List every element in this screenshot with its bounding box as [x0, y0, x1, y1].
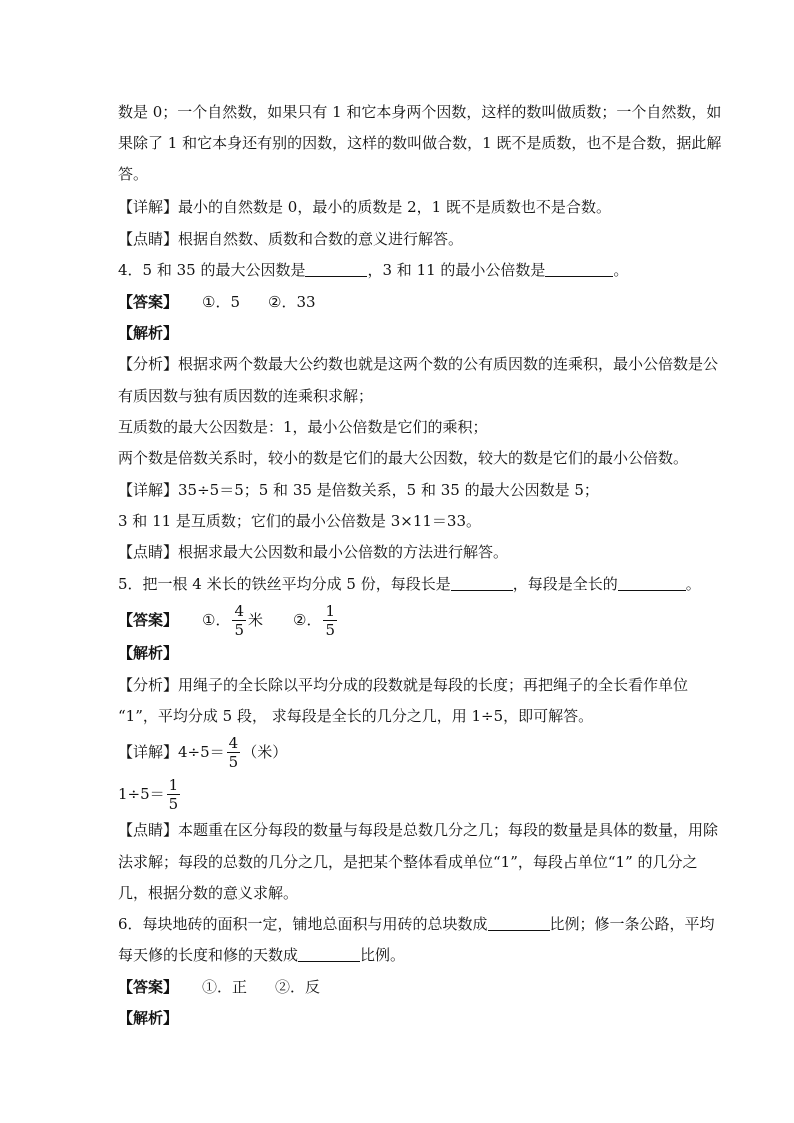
- analysis-line: 【分析】用绳子的全长除以平均分成的段数就是每段的长度；再把绳子的全长看作单位: [118, 676, 689, 694]
- answer-item: ①．5: [202, 293, 240, 311]
- question-6-cont: [118, 943, 694, 967]
- comment-line: 【点睛】根据求最大公因数和最小公倍数的方法进行解答。: [118, 543, 509, 561]
- detail-line: [118, 772, 694, 816]
- answer-item: ②．33: [268, 293, 316, 311]
- analysis-line: 有质因数与独有质因数的连乘积求解；: [118, 387, 374, 405]
- detail-unit: （米）: [242, 743, 288, 761]
- analysis-line: “1”，平均分成 5 段， 求每段是全长的几分之几，用 1÷5，即可解答。: [118, 707, 594, 725]
- fraction: [167, 776, 181, 813]
- analysis-line: 【分析】根据求两个数最大公约数也就是这两个数的公有质因数的连乘积，最小公倍数是公: [118, 355, 719, 373]
- detail-line: 3 和 11 是互质数；它们的最小公倍数是 3×11＝33。: [118, 512, 481, 530]
- question-5-answer: [118, 598, 694, 642]
- detail-text: 1÷5＝: [118, 785, 165, 803]
- fraction-denominator: 5: [168, 794, 179, 813]
- detail-line: 【详解】35÷5＝5；5 和 35 是倍数关系，5 和 35 的最大公因数是 5；: [118, 481, 599, 499]
- detail-text: 【详解】4÷5＝: [118, 743, 225, 761]
- fraction-denominator: 5: [234, 620, 244, 639]
- question-6: [118, 912, 715, 936]
- question-4-answer: [118, 290, 694, 314]
- question-6-text-b: 比例；修一条公路，平均: [549, 915, 715, 933]
- answer-blank: [451, 574, 513, 591]
- answer-blank: [305, 260, 367, 277]
- answer-label: 【答案】: [118, 293, 179, 311]
- answer-blank: [618, 574, 686, 591]
- question-5-text-b: ，每段是全长的: [512, 575, 618, 593]
- fraction-numerator: 1: [168, 775, 179, 794]
- answer-item: ②．反: [275, 978, 321, 996]
- text-line: 答。: [118, 165, 149, 183]
- analysis-label: 【解析】: [118, 1009, 179, 1027]
- answer-label: 【答案】: [118, 978, 179, 996]
- question-5: [118, 572, 701, 596]
- fraction-numerator: 4: [234, 601, 244, 620]
- analysis-label: 【解析】: [118, 324, 179, 342]
- answer-unit: 米: [248, 611, 264, 629]
- answer-label: 【答案】: [118, 611, 179, 629]
- comment-line: 【点睛】本题重在区分每段的数量与每段是总数几分之几；每段的数量是具体的数量，用除: [118, 821, 719, 839]
- question-6-answer: [118, 975, 694, 999]
- question-4-text-b: ，3 和 11 的最小公倍数是: [367, 261, 546, 279]
- question-6-text-a: 6．每块地砖的面积一定，铺地总面积与用砖的总块数成: [118, 915, 488, 933]
- fraction-denominator: 5: [325, 620, 336, 639]
- question-4: [118, 258, 694, 282]
- answer-item: ①．: [202, 611, 231, 629]
- comment-line: 几，根据分数的意义求解。: [118, 884, 299, 902]
- question-4-text-c: 。: [613, 261, 629, 279]
- analysis-line: 互质数的最大公因数是：1，最小公倍数是它们的乘积；: [118, 418, 488, 436]
- fraction: [323, 602, 337, 639]
- analysis-line: 两个数是倍数关系时，较小的数是它们的最大公因数，较大的数是它们的最小公倍数。: [118, 449, 689, 467]
- analysis-label: 【解析】: [118, 644, 179, 662]
- question-6-text-d: 比例。: [360, 946, 406, 964]
- answer-item: ①．正: [202, 978, 248, 996]
- question-4-text-a: 4．5 和 35 的最大公因数是: [118, 261, 306, 279]
- question-6-text-c: 每天修的长度和修的天数成: [118, 946, 299, 964]
- question-5-text-c: 。: [685, 575, 701, 593]
- fraction: [232, 602, 246, 639]
- question-5-text-a: 5．把一根 4 米长的铁丝平均分成 5 份，每段长是: [118, 575, 451, 593]
- answer-item: ②．: [293, 611, 322, 629]
- fraction: [227, 734, 241, 771]
- answer-blank: [545, 260, 613, 277]
- answer-blank: [488, 914, 550, 931]
- answer-blank: [298, 945, 360, 962]
- text-line: 数是 0；一个自然数，如果只有 1 和它本身两个因数，这样的数叫做质数；一个自然数，如: [118, 103, 722, 121]
- fraction-numerator: 1: [325, 601, 336, 620]
- detail-line: 【详解】最小的自然数是 0，最小的质数是 2，1 既不是质数也不是合数。: [118, 198, 611, 216]
- fraction-denominator: 5: [228, 752, 239, 771]
- comment-line: 【点睛】根据自然数、质数和合数的意义进行解答。: [118, 230, 464, 248]
- comment-line: 法求解；每段的总数的几分之几，是把某个整体看成单位“1”，每段占单位“1” 的几分之: [118, 853, 698, 871]
- fraction-numerator: 4: [228, 733, 239, 752]
- text-line: 果除了 1 和它本身还有别的因数，这样的数叫做合数，1 既不是质数，也不是合数，据此解: [118, 134, 722, 152]
- detail-line: [118, 730, 694, 774]
